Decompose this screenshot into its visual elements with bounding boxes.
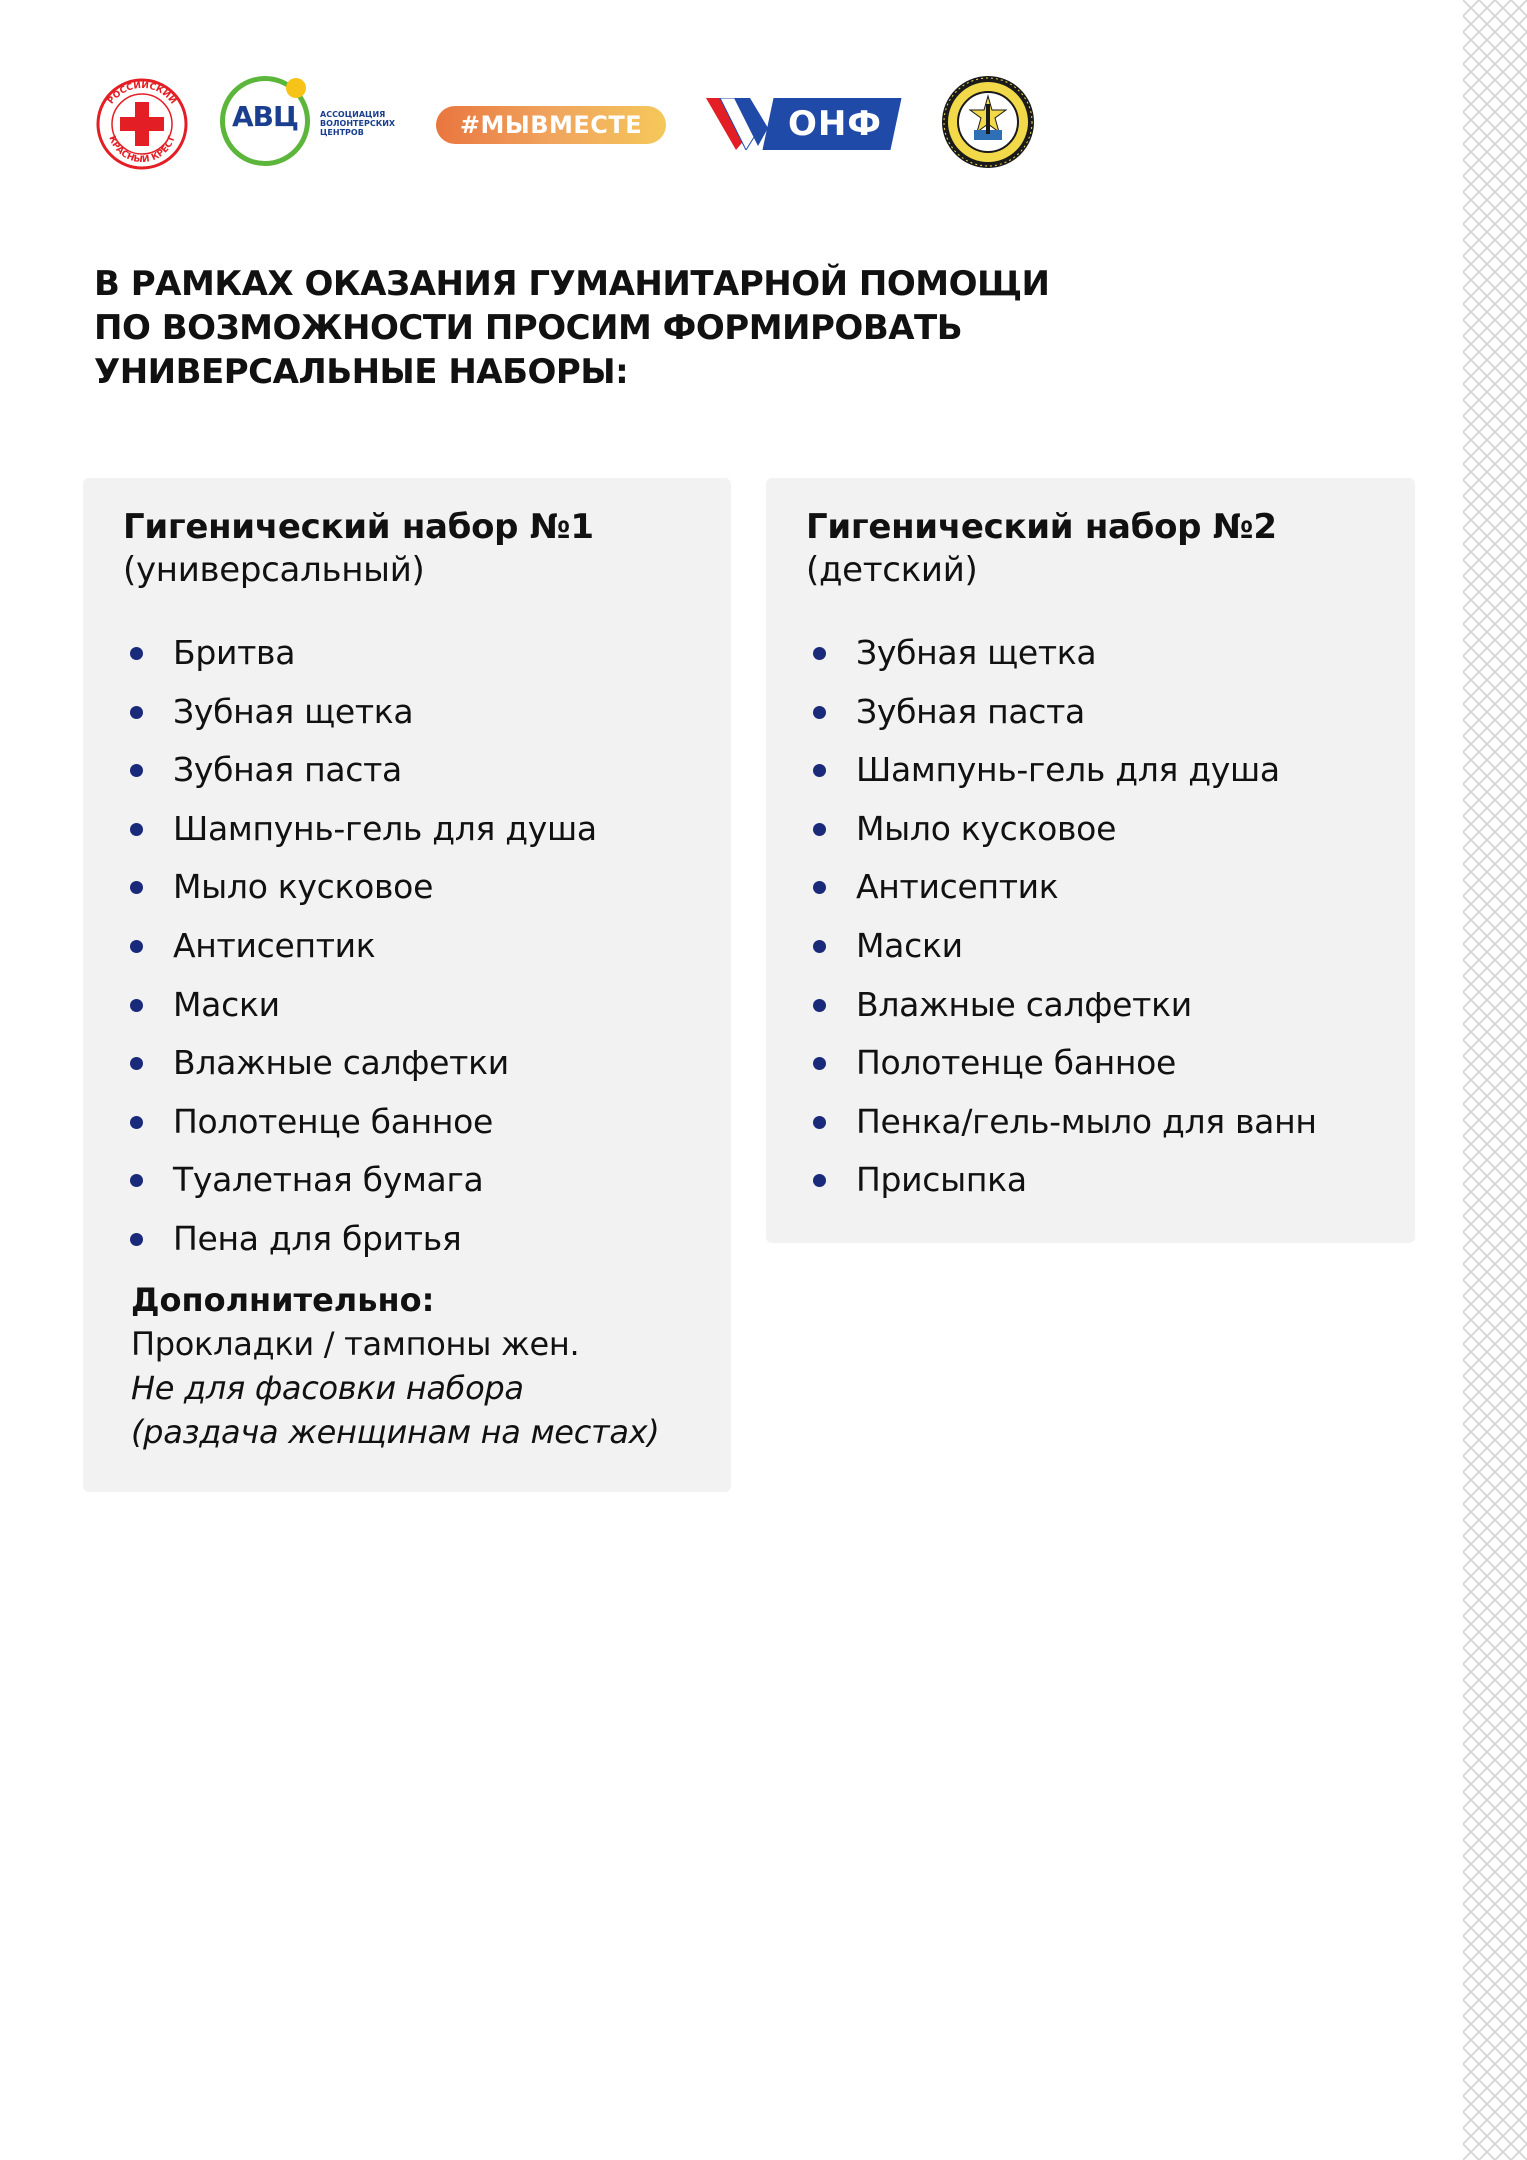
kit-item	[123, 741, 597, 800]
bullet-icon	[813, 1057, 826, 1070]
kit-item-label: Бритва	[173, 633, 296, 672]
bullet-icon	[130, 940, 143, 953]
kit-item-label: Влажные салфетки	[856, 984, 1192, 1024]
kit-item-label: Шампунь-гель для душа	[856, 750, 1280, 790]
bullet-icon	[130, 999, 143, 1012]
kit-item-label: Мыло кусковое	[856, 808, 1117, 848]
avc-logo	[220, 76, 410, 172]
hashtag-logo: #МЫВМЕСТЕ	[436, 106, 666, 144]
kit-item-label: Антисептик	[856, 867, 1059, 907]
kit-item-label: Пенка/гель-мыло для ванн	[856, 1101, 1317, 1141]
kit-panel-universal	[83, 478, 731, 1492]
kit-item	[123, 1210, 597, 1269]
kit-item	[123, 976, 597, 1035]
kit-item	[806, 683, 1317, 742]
extra-text: Прокладки / тампоны жен.	[131, 1325, 580, 1363]
kit-item	[123, 683, 597, 742]
kit-item	[806, 976, 1317, 1035]
bullet-icon	[130, 764, 143, 777]
extra-note-line: (раздача женщинам на местах)	[131, 1413, 660, 1451]
bullet-icon	[813, 647, 826, 660]
svg-text:РОССИЙСКИЙ: РОССИЙСКИЙ	[106, 80, 178, 107]
heading-line: В РАМКАХ ОКАЗАНИЯ ГУМАНИТАРНОЙ ПОМОЩИ	[94, 264, 1050, 304]
kit-item	[123, 1034, 597, 1093]
kit-item	[123, 858, 597, 917]
seal-emblem-icon	[940, 74, 1036, 170]
kit-item-label: Пена для бритья	[173, 1218, 462, 1258]
kit-item-label: Антисептик	[173, 925, 376, 965]
bullet-icon	[130, 706, 143, 719]
avc-letters: АВЦ	[232, 100, 298, 133]
bullet-icon	[813, 823, 826, 836]
kit-item-list	[123, 624, 597, 1269]
kit-item	[806, 1034, 1317, 1093]
kit-item	[806, 1151, 1317, 1210]
bullet-icon	[813, 706, 826, 719]
kit-item	[806, 1093, 1317, 1152]
kit-item-label: Зубная паста	[856, 691, 1085, 731]
bullet-icon	[130, 1174, 143, 1187]
kit-item	[123, 1093, 597, 1152]
kit-item	[806, 800, 1317, 859]
extra-note-line: Не для фасовки набора	[131, 1369, 524, 1407]
kit-item	[806, 858, 1317, 917]
kit-item	[806, 741, 1317, 800]
kit-item-label: Влажные салфетки	[173, 1043, 509, 1083]
kit-item-list	[806, 624, 1317, 1210]
kit-panel-children	[766, 478, 1415, 1243]
bullet-icon	[130, 823, 143, 836]
page-heading	[94, 262, 1094, 394]
extra-label: Дополнительно:	[131, 1281, 435, 1319]
kit-item	[123, 624, 597, 683]
kit-item	[123, 800, 597, 859]
avc-caption: АССОЦИАЦИЯ ВОЛОНТЕРСКИХ ЦЕНТРОВ	[320, 110, 396, 137]
kit-item-label: Полотенце банное	[173, 1101, 494, 1141]
kit-title: Гигенический набор №2	[806, 507, 1277, 547]
onf-text: ОНФ	[787, 104, 883, 144]
kit-item-label: Присыпка	[856, 1160, 1027, 1200]
partner-logos	[96, 74, 1046, 174]
kit-item-label: Маски	[173, 984, 280, 1024]
kit-item-label: Мыло кусковое	[173, 867, 434, 907]
bullet-icon	[813, 1174, 826, 1187]
kit-item-label: Туалетная бумага	[173, 1160, 484, 1200]
bullet-icon	[813, 1116, 826, 1129]
kit-item	[806, 624, 1317, 683]
kit-item-label: Маски	[856, 925, 963, 965]
bullet-icon	[130, 1057, 143, 1070]
red-cross-logo	[96, 78, 188, 170]
bullet-icon	[130, 1233, 143, 1246]
kit-item-label: Зубная паста	[173, 750, 402, 790]
kit-item-label: Полотенце банное	[856, 1043, 1177, 1083]
svg-text:КРАСНЫЙ КРЕСТ: КРАСНЫЙ КРЕСТ	[106, 134, 178, 166]
extra-note	[131, 1366, 721, 1454]
kit-item-label: Шампунь-гель для душа	[173, 808, 597, 848]
bullet-icon	[813, 940, 826, 953]
heading-line: УНИВЕРСАЛЬНЫЕ НАБОРЫ:	[94, 352, 629, 392]
bullet-icon	[813, 764, 826, 777]
kit-item-label: Зубная щетка	[856, 633, 1097, 672]
kit-subtitle: (детский)	[806, 550, 978, 590]
kit-item-label: Зубная щетка	[173, 691, 414, 731]
avc-dot	[286, 78, 306, 98]
kit-subtitle: (универсальный)	[123, 550, 425, 590]
bullet-icon	[813, 999, 826, 1012]
kit-extra-note	[131, 1278, 721, 1454]
kit-title: Гигенический набор №1	[123, 507, 594, 547]
decorative-pattern-strip	[1463, 0, 1527, 2160]
heading-line: ПО ВОЗМОЖНОСТИ ПРОСИМ ФОРМИРОВАТЬ	[94, 308, 963, 348]
kit-item	[123, 917, 597, 976]
bullet-icon	[813, 881, 826, 894]
bullet-icon	[130, 881, 143, 894]
kit-item	[806, 917, 1317, 976]
bullet-icon	[130, 1116, 143, 1129]
seal-logo	[940, 74, 1036, 170]
onf-logo	[706, 98, 911, 150]
kit-item	[123, 1151, 597, 1210]
bullet-icon	[130, 647, 143, 660]
red-cross-icon	[96, 78, 188, 170]
